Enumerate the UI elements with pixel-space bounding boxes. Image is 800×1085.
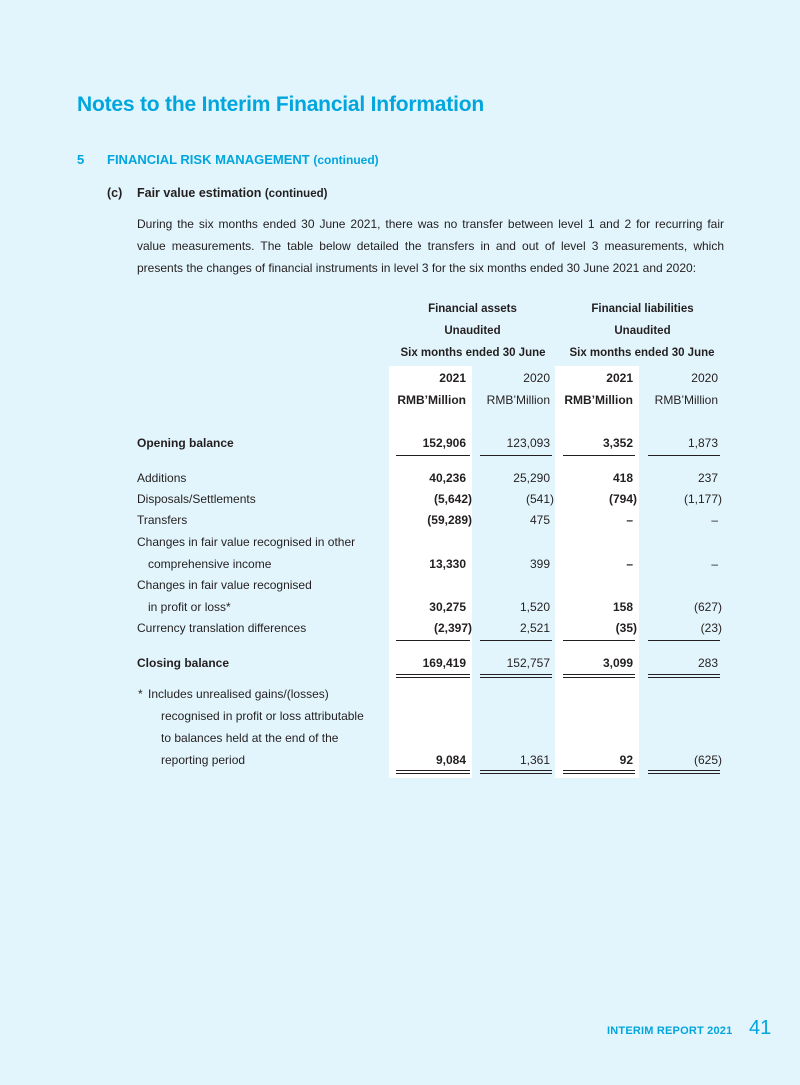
double-underline: [480, 674, 552, 678]
cell: (1,177): [683, 492, 722, 506]
underline: [563, 455, 635, 456]
underline: [563, 640, 635, 641]
col-year-header: 2021: [606, 371, 633, 385]
footnote-line: reporting period: [161, 753, 246, 767]
footnote-line: to balances held at the end of the: [161, 731, 339, 745]
page-title: Notes to the Interim Financial Information: [77, 93, 484, 116]
footnote-mark: *: [138, 687, 143, 701]
cell: 30,275: [429, 600, 466, 614]
subsection-continued: (continued): [264, 188, 328, 200]
footnote-line: Includes unrealised gains/(losses): [148, 687, 329, 701]
cell: 399: [529, 557, 550, 571]
subsection-heading: [107, 186, 327, 200]
cell: 152,757: [506, 656, 550, 670]
cell: 1,873: [687, 436, 718, 450]
cell: 418: [612, 471, 633, 485]
underline: [480, 455, 552, 456]
double-underline: [396, 770, 470, 774]
underline: [396, 455, 470, 456]
row-label-oci-cont: comprehensive income: [148, 557, 272, 571]
column-shade-liabilities-2021: [555, 366, 639, 778]
row-label-fx: Currency translation differences: [137, 621, 307, 635]
group-period-assets: Six months ended 30 June: [400, 347, 546, 359]
cell: 1,361: [519, 753, 550, 767]
underline: [648, 455, 720, 456]
section-continued: (continued): [313, 153, 379, 167]
row-label-opening: Opening balance: [137, 436, 234, 450]
cell: 152,906: [422, 436, 466, 450]
section-title: FINANCIAL RISK MANAGEMENT: [107, 152, 310, 167]
cell: 92: [619, 753, 633, 767]
cell: 475: [529, 513, 550, 527]
cell: (23): [700, 621, 722, 635]
cell: 40,236: [429, 471, 466, 485]
cell: 2,521: [519, 621, 550, 635]
cell: 237: [697, 471, 718, 485]
cell: 13,330: [429, 557, 466, 571]
cell: 123,093: [506, 436, 550, 450]
row-label-pl-cont: in profit or loss*: [148, 600, 231, 614]
cell: (5,642): [433, 492, 472, 506]
section-number: 5: [77, 152, 85, 167]
col-year-header: 2020: [691, 371, 718, 385]
underline: [648, 640, 720, 641]
underline: [480, 640, 552, 641]
col-unit-header: RMB’Million: [486, 393, 550, 407]
cell: –: [711, 557, 718, 571]
cell: –: [626, 513, 633, 527]
group-title-assets: Financial assets: [428, 303, 517, 315]
double-underline: [648, 674, 720, 678]
double-underline: [480, 770, 552, 774]
row-label-oci: Changes in fair value recognised in other: [137, 535, 356, 549]
row-label-pl: Changes in fair value recognised: [137, 578, 312, 592]
double-underline: [563, 674, 635, 678]
group-title-liabilities: Financial liabilities: [591, 303, 694, 315]
cell: (541): [525, 492, 554, 506]
col-year-header: 2021: [439, 371, 466, 385]
cell: (35): [615, 621, 637, 635]
double-underline: [648, 770, 720, 774]
col-unit-header: RMB’Million: [654, 393, 718, 407]
page-number: 41: [749, 1017, 772, 1039]
cell: –: [711, 513, 718, 527]
group-period-liabilities: Six months ended 30 June: [569, 347, 715, 359]
cell: 25,290: [513, 471, 550, 485]
cell: 1,520: [519, 600, 550, 614]
cell: 3,352: [602, 436, 633, 450]
row-label-disposals: Disposals/Settlements: [137, 492, 256, 506]
subsection-label: (c): [107, 186, 123, 200]
col-unit-header: RMB’Million: [397, 393, 466, 407]
col-year-header: 2020: [523, 371, 550, 385]
row-label-additions: Additions: [137, 471, 187, 485]
cell: (59,289): [427, 513, 472, 527]
footnote-line: recognised in profit or loss attributable: [161, 709, 364, 723]
cell: 283: [697, 656, 718, 670]
col-unit-header: RMB’Million: [564, 393, 633, 407]
cell: –: [626, 557, 633, 571]
cell: 169,419: [422, 656, 466, 670]
cell: 9,084: [435, 753, 466, 767]
section-heading: [77, 152, 379, 167]
subsection-title: Fair value estimation: [137, 186, 262, 200]
underline: [396, 640, 470, 641]
cell: (794): [608, 492, 637, 506]
column-shade-assets-2021: [389, 366, 472, 778]
group-status-assets: Unaudited: [444, 325, 501, 337]
cell: (625): [693, 753, 722, 767]
cell: 3,099: [602, 656, 633, 670]
cell: 158: [612, 600, 633, 614]
cell: (627): [693, 600, 722, 614]
double-underline: [563, 770, 635, 774]
cell: (2,397): [433, 621, 472, 635]
double-underline: [396, 674, 470, 678]
group-status-liabilities: Unaudited: [614, 325, 671, 337]
report-name: INTERIM REPORT 2021: [607, 1025, 733, 1037]
row-label-closing: Closing balance: [137, 656, 230, 670]
row-label-transfers: Transfers: [137, 513, 188, 527]
intro-paragraph: During the six months ended 30 June 2021, there was no transfer between level 1 and 2 for recurring fair value measurements. The table below detailed the transfers in and out of level 3 measurements, which presents the changes of financial instruments in level 3 for the six months ended 30 June 2021 and 2020:: [137, 217, 724, 275]
